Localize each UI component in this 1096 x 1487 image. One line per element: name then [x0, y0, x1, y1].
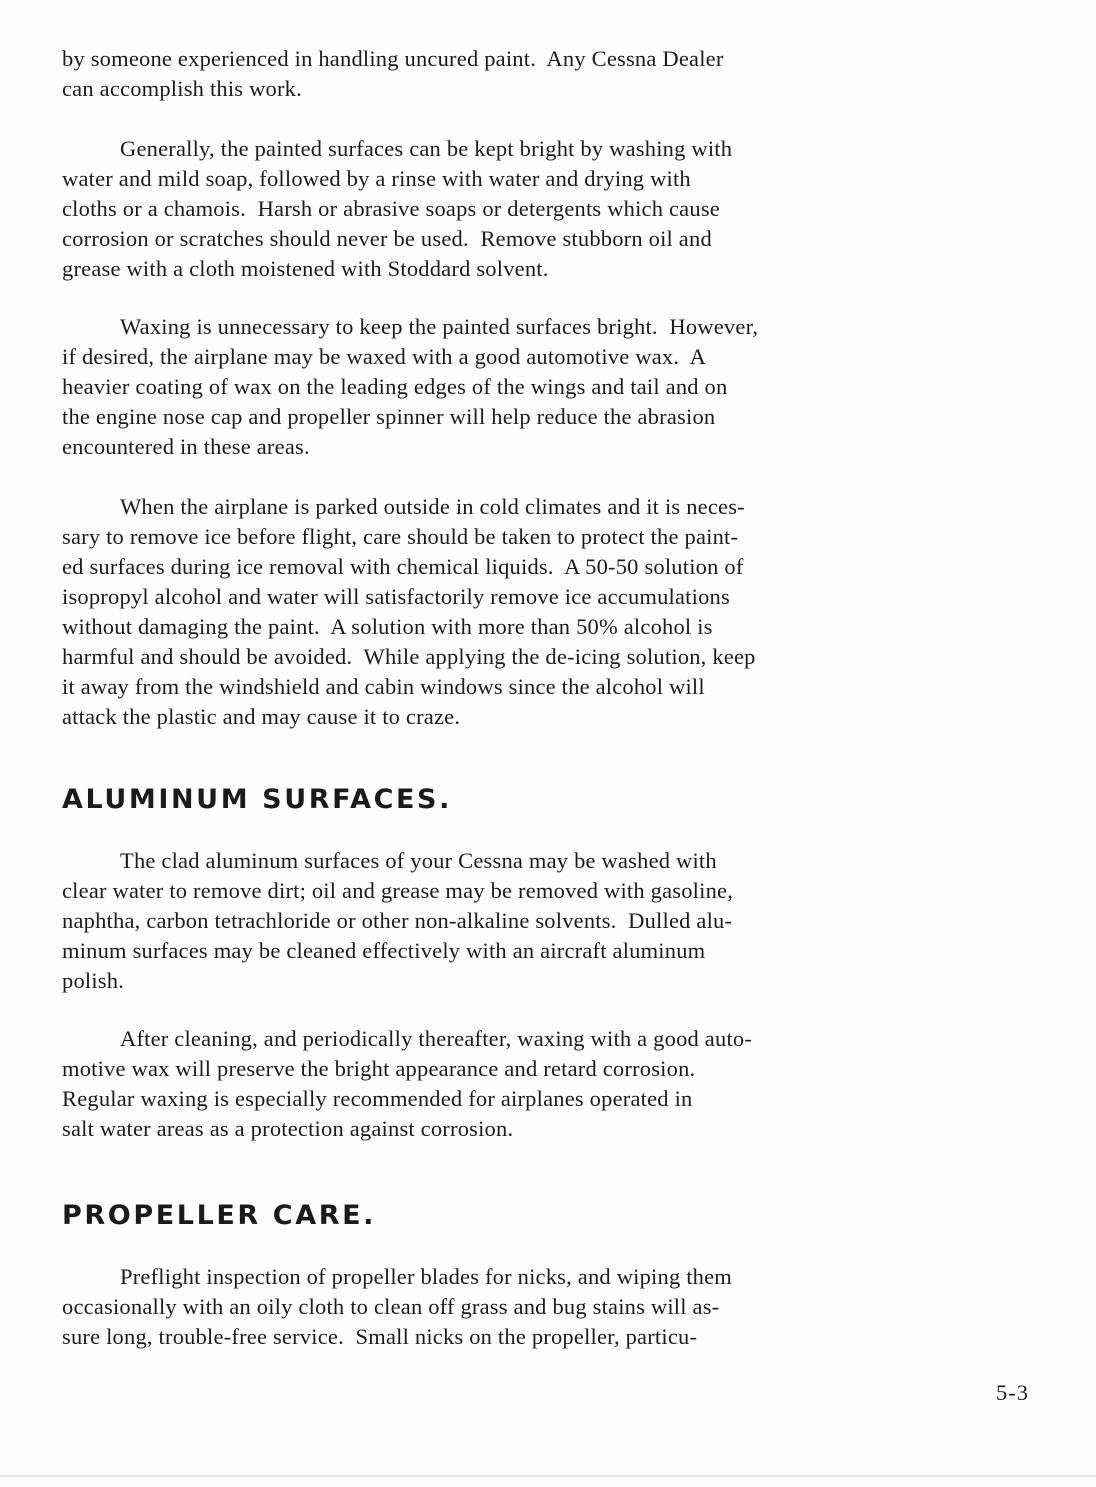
text-line: corrosion or scratches should never be used. Remove stubborn oil and: [62, 226, 712, 251]
text-line: After cleaning, and periodically thereafter, waxing with a good auto-: [120, 1026, 753, 1051]
paragraph-deicing: [62, 492, 1052, 732]
section-heading-propeller-care: PROPELLER CARE.: [62, 1200, 377, 1231]
text-line: ed surfaces during ice removal with chemical liquids. A 50-50 solution of: [62, 554, 744, 579]
page-number: 5-3: [996, 1380, 1029, 1405]
text-line: heavier coating of wax on the leading edges of the wings and tail and on: [62, 374, 728, 399]
text-line: Waxing is unnecessary to keep the painted surfaces bright. However,: [120, 314, 759, 339]
paragraph-washing: [62, 134, 1052, 284]
paragraph-aluminum-waxing: [62, 1024, 1052, 1144]
text-line: clear water to remove dirt; oil and grease may be removed with gasoline,: [62, 878, 734, 903]
text-line: minum surfaces may be cleaned effectively with an aircraft aluminum: [62, 938, 706, 963]
text-line: the engine nose cap and propeller spinner will help reduce the abrasion: [62, 404, 716, 429]
text-line: sure long, trouble-free service. Small nicks on the propeller, particu-: [62, 1324, 698, 1349]
text-line: cloths or a chamois. Harsh or abrasive soaps or detergents which cause: [62, 196, 720, 221]
text-line: it away from the windshield and cabin windows since the alcohol will: [62, 674, 705, 699]
section-heading-aluminum-surfaces: ALUMINUM SURFACES.: [62, 784, 452, 815]
paragraph-aluminum-cleaning: [62, 846, 1052, 996]
text-line: without damaging the paint. A solution with more than 50% alcohol is: [62, 614, 713, 639]
text-line: Generally, the painted surfaces can be kept bright by washing with: [120, 136, 733, 161]
text-line: water and mild soap, followed by a rinse with water and drying with: [62, 166, 691, 191]
text-line: occasionally with an oily cloth to clean off grass and bug stains will as-: [62, 1294, 720, 1319]
text-line: harmful and should be avoided. While applying the de-icing solution, keep: [62, 644, 756, 669]
text-line: sary to remove ice before flight, care should be taken to protect the paint-: [62, 524, 739, 549]
text-line: salt water areas as a protection against corrosion.: [62, 1116, 514, 1141]
text-line: by someone experienced in handling uncured paint. Any Cessna Dealer: [62, 46, 724, 71]
text-line: When the airplane is parked outside in cold climates and it is neces-: [120, 494, 745, 519]
text-line: polish.: [62, 968, 125, 993]
text-line: grease with a cloth moistened with Stoddard solvent.: [62, 256, 549, 281]
text-line: Preflight inspection of propeller blades for nicks, and wiping them: [120, 1264, 733, 1289]
text-line: The clad aluminum surfaces of your Cessna may be washed with: [120, 848, 717, 873]
text-line: motive wax will preserve the bright appearance and retard corrosion.: [62, 1056, 696, 1081]
text-line: encountered in these areas.: [62, 434, 310, 459]
text-line: Regular waxing is especially recommended for airplanes operated in: [62, 1086, 693, 1111]
text-line: if desired, the airplane may be waxed with a good automotive wax. A: [62, 344, 707, 369]
text-line: isopropyl alcohol and water will satisfactorily remove ice accumulations: [62, 584, 730, 609]
text-line: naphtha, carbon tetrachloride or other non-alkaline solvents. Dulled alu-: [62, 908, 733, 933]
paragraph-waxing: [62, 312, 1052, 462]
paragraph-propeller-inspection: [62, 1262, 1052, 1352]
paragraph-paint-continuation: [62, 44, 1052, 104]
scan-edge-divider: [0, 1475, 1096, 1477]
text-line: attack the plastic and may cause it to craze.: [62, 704, 461, 729]
text-line: can accomplish this work.: [62, 76, 302, 101]
